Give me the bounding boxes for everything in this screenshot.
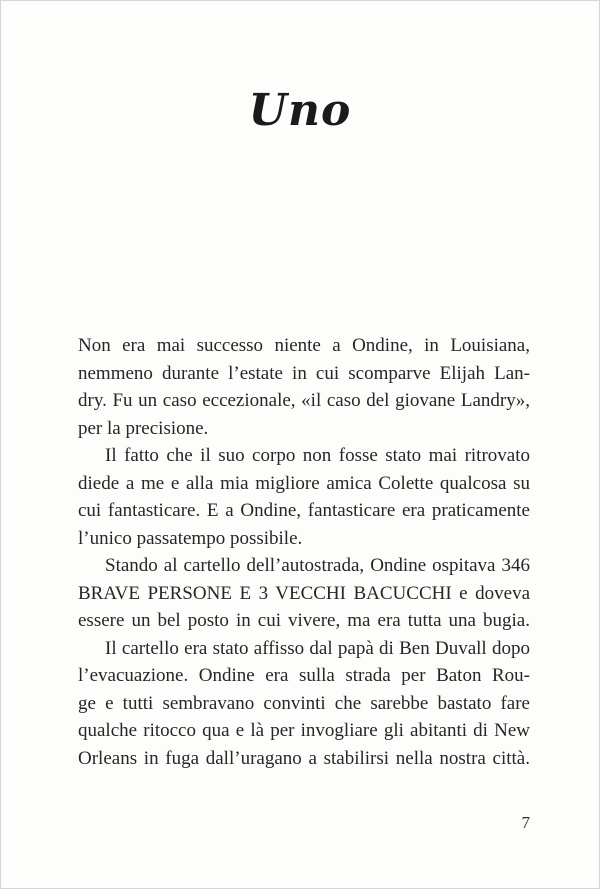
text-line: BRAVE PERSONE E 3 VECCHI BACUCCHI e doveva bbox=[78, 582, 530, 604]
text-line: cui fantasticare. E a Ondine, fantasticare era praticamente bbox=[78, 500, 530, 521]
text-line: nemmeno durante l’estate in cui scomparve Elijah Lan- bbox=[78, 362, 530, 384]
chapter-heading: Uno bbox=[248, 85, 352, 136]
text-line: l’unico passatempo possibile. bbox=[78, 527, 303, 549]
text-line: ge e tutti sembravano convinti che sarebbe bastato fare bbox=[78, 692, 530, 714]
paragraph bbox=[78, 635, 530, 773]
paragraph bbox=[78, 552, 530, 635]
text-line: dry. Fu un caso eccezionale, «il caso del giovane Landry», bbox=[78, 390, 530, 411]
text-line: Stando al cartello dell’autostrada, Ondine ospitava 346 bbox=[105, 555, 530, 576]
page-number: 7 bbox=[521, 813, 530, 832]
body-text bbox=[78, 332, 530, 772]
text-line: diede a me e alla mia migliore amica Colette qualcosa su bbox=[78, 472, 530, 494]
paragraph bbox=[78, 332, 530, 442]
text-line: Il cartello era stato affisso dal papà di Ben Duvall dopo bbox=[105, 637, 530, 659]
text-line: qualche ritocco qua e là per invogliare gli abitanti di New bbox=[78, 720, 530, 741]
text-line: Non era mai successo niente a Ondine, in Louisiana, bbox=[78, 335, 530, 356]
text-line: essere un bel posto in cui vivere, ma era tutta una bugia. bbox=[78, 610, 530, 631]
text-line: per la precisione. bbox=[78, 417, 209, 439]
text-line: Orleans in fuga dall’uragano a stabilirsi nella nostra città. bbox=[78, 747, 530, 769]
text-line: Il fatto che il suo corpo non fosse stato mai ritrovato bbox=[105, 445, 530, 466]
paragraph bbox=[78, 442, 530, 552]
text-line: l’evacuazione. Ondine era sulla strada per Baton Rou- bbox=[78, 665, 530, 686]
